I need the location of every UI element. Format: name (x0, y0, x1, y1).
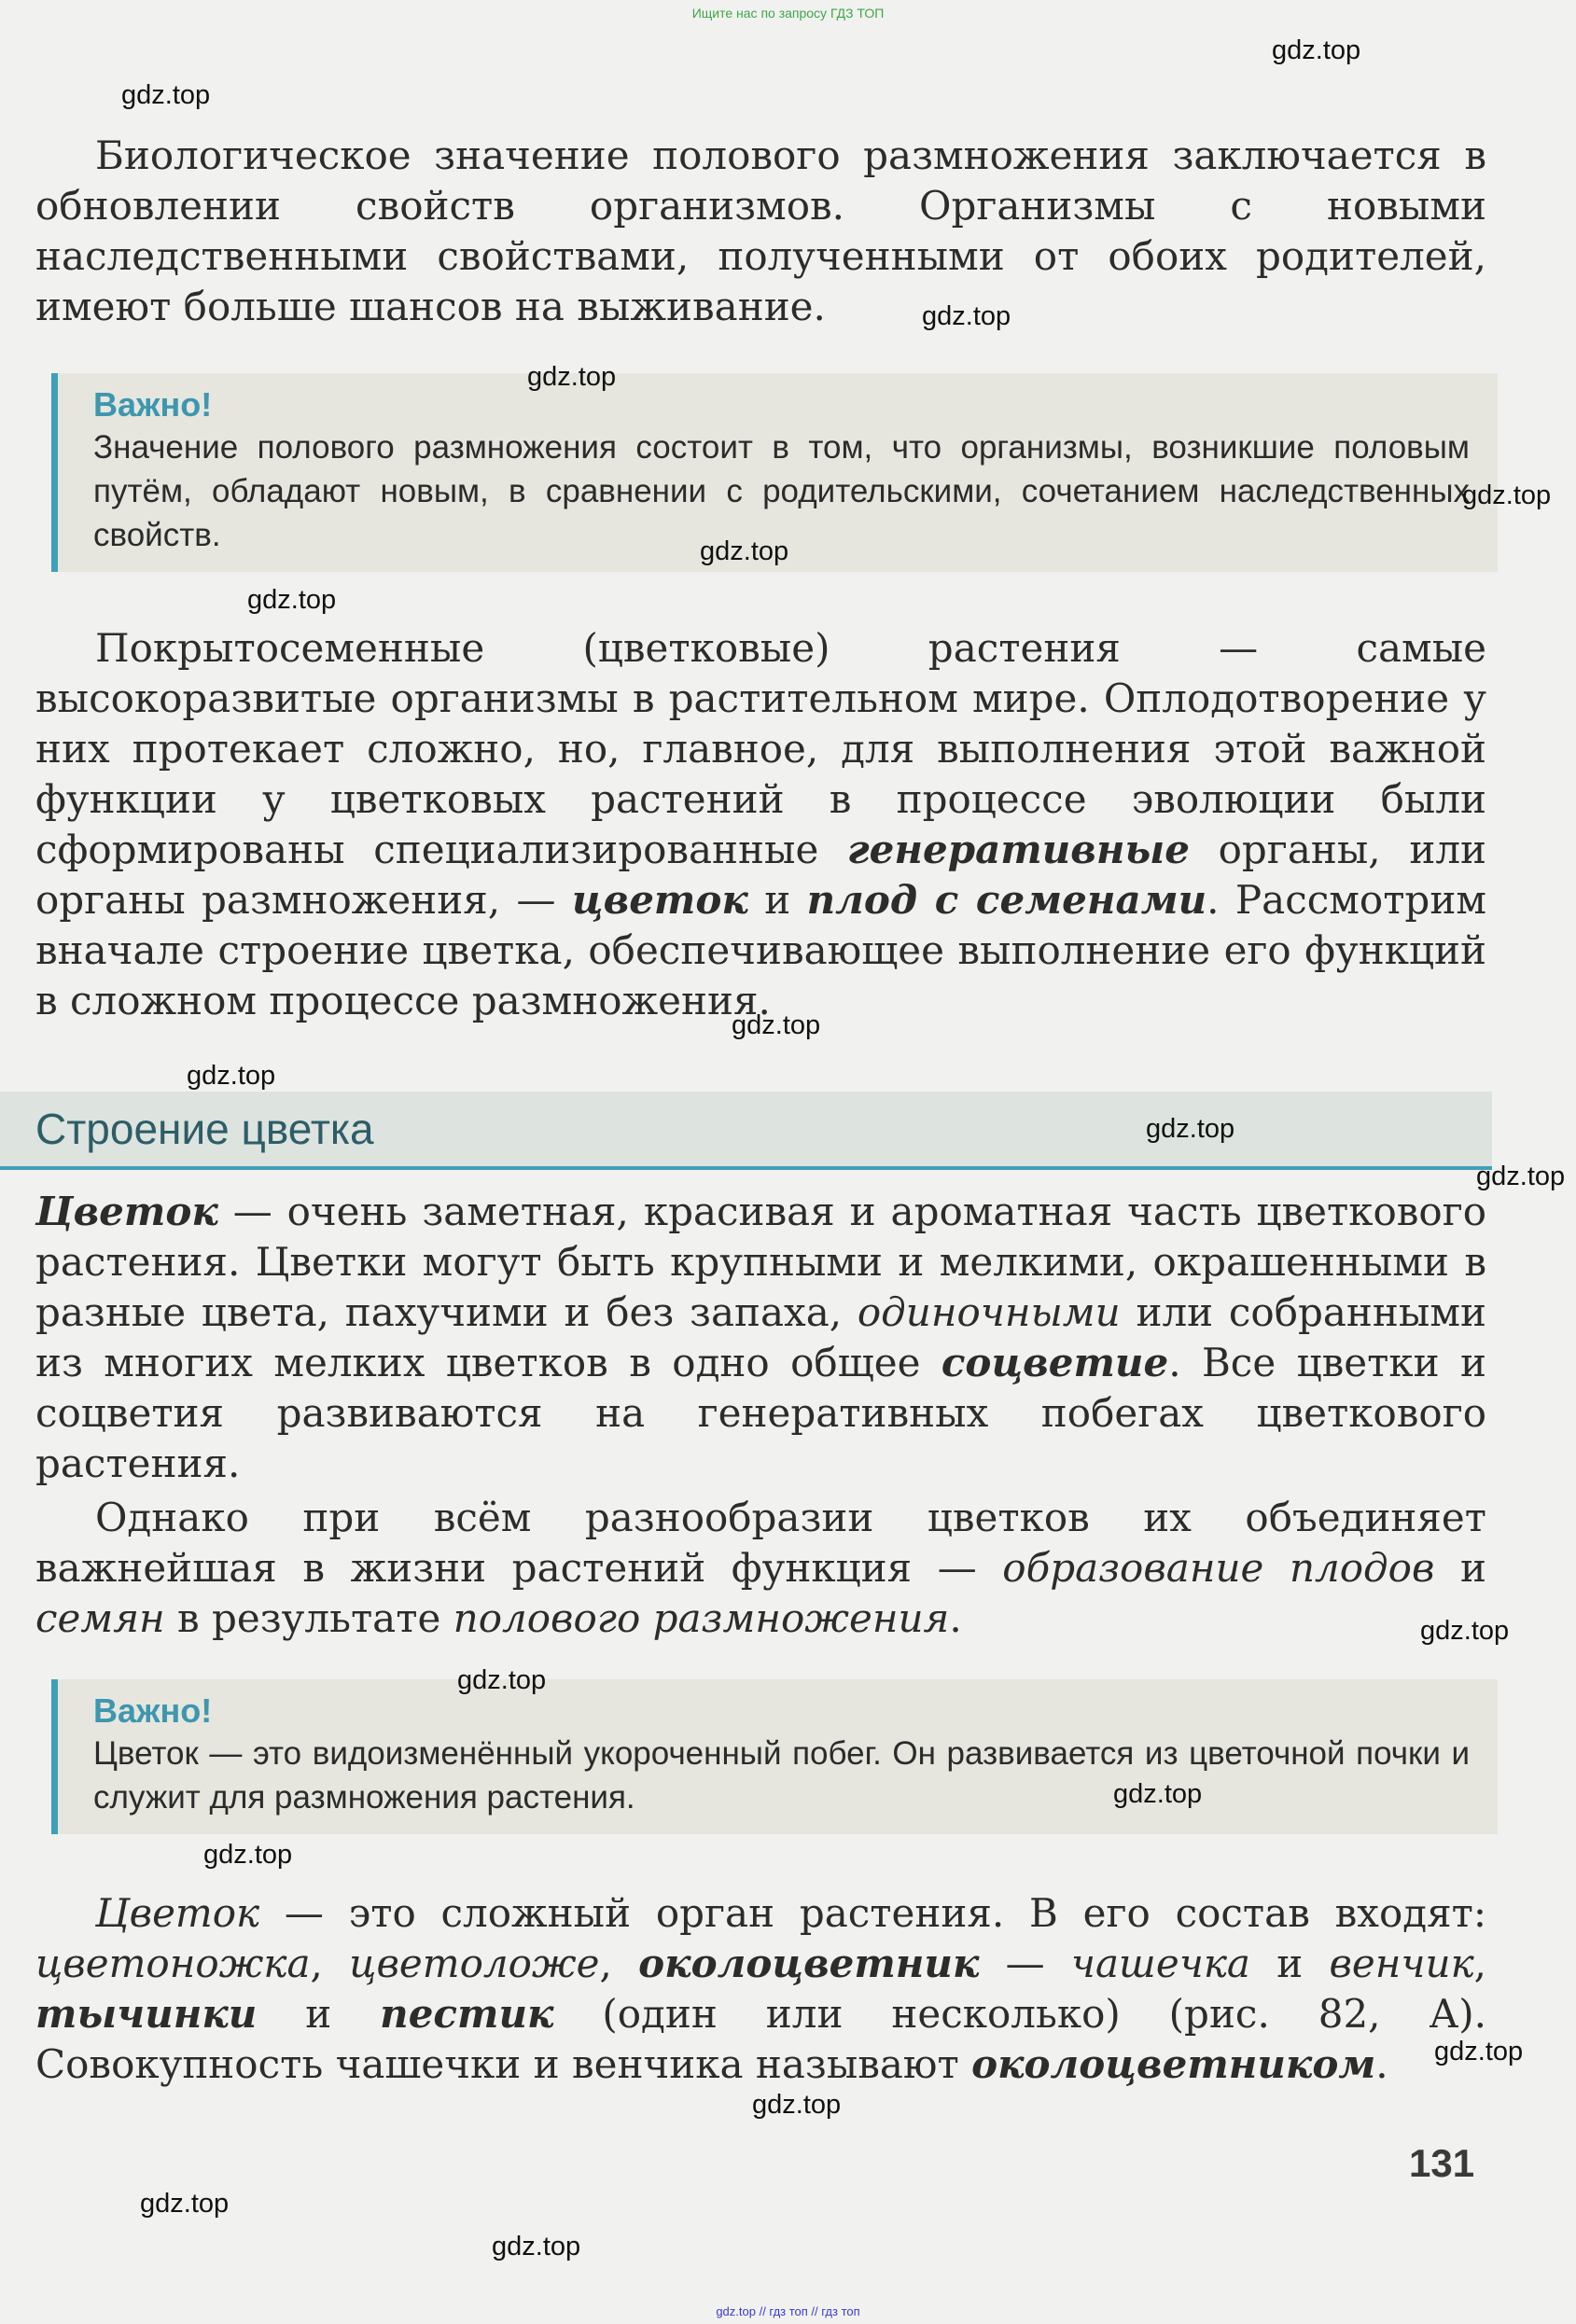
watermark: gdz.top (1272, 35, 1361, 65)
term-tsvetok: Цветок (35, 1189, 218, 1234)
term-corolla: венчик (1329, 1941, 1474, 1986)
term-flower: цветок (571, 877, 748, 923)
paragraph-1 (35, 131, 1486, 332)
term-pistil: пестик (380, 1991, 554, 2037)
watermark: gdz.top (527, 362, 617, 392)
paragraph-5 (35, 1888, 1486, 2090)
p5-italic-1: Цветок (95, 1890, 260, 1936)
term-sexual-reproduction: полового размножения (453, 1595, 950, 1641)
watermark: gdz.top (752, 2090, 842, 2120)
term-perianth-2: околоцветником (971, 2041, 1376, 2087)
paragraph-2 (35, 623, 1486, 1026)
term-calyx: чашечка (1070, 1941, 1250, 1986)
watermark: gdz.top (1113, 1779, 1203, 1809)
p2-text-1: Покрытосеменные (цветковые) растения — самые высокоразвитые организмы в растительном мире. Оплодотворение у них протекает сложно, но, главное, для выполнения этой важной функции у цветковых растений в процессе эволюции были сформированы специализированные (35, 625, 1486, 872)
paragraph-4 (35, 1493, 1486, 1644)
paragraph-1-text: Биологическое значение полового размножения заключается в обновлении свойств организмов. Организмы с новыми наследственными свойствами, полученными от обоих родителей, имеют больше шансов на выживание. (35, 132, 1486, 329)
p2-text-3: и (747, 877, 807, 923)
watermark: gdz.top (121, 80, 211, 110)
p5-text-7: и (257, 1991, 381, 2037)
p4-text-3: в результате (164, 1595, 453, 1641)
p2-text-2: органы, или органы размножения, — (35, 827, 1486, 923)
p3-text-1: — очень заметная, красивая и ароматная часть цветкового растения. Цветки могут быть крупными и мелкими, окрашенными в разные цвета, пахучими и без запаха, (35, 1189, 1486, 1335)
term-single: одиночными (857, 1289, 1121, 1335)
watermark: gdz.top (140, 2189, 230, 2219)
term-receptacle: цветоложе (349, 1941, 600, 1986)
top-banner: Ищите нас по запросу ГДЗ ТОП (691, 6, 885, 21)
watermark: gdz.top (1434, 2037, 1524, 2067)
term-seeds: семян (35, 1595, 165, 1641)
watermark: gdz.top (1462, 480, 1552, 510)
term-pedicel: цветоножка (35, 1941, 311, 1986)
p5-text-8: (один или несколько) (рис. 82, А). Совокупность чашечки и венчика называют (35, 1991, 1486, 2087)
p4-text-4: . (949, 1595, 962, 1641)
p5-text-1: — это сложный орган растения. В его состав входят: (259, 1890, 1486, 1936)
bottom-banner: gdz.top // гдз топ // гдз топ (716, 2304, 860, 2318)
watermark: gdz.top (203, 1840, 293, 1870)
p4-text-2: и (1434, 1545, 1487, 1591)
term-fruit-formation: образование плодов (1002, 1545, 1435, 1591)
p5-text-2: , (310, 1941, 350, 1986)
term-perianth: околоцветник (638, 1941, 980, 1986)
note-2-text: Цветок — это видоизменённый укороченный побег. Он развивается из цветочной почки и служит для размножения растения. (93, 1735, 1470, 1816)
watermark: gdz.top (1476, 1162, 1566, 1191)
term-inflorescence: соцветие (941, 1340, 1169, 1385)
watermark: gdz.top (457, 1665, 547, 1695)
note-1-title: Важно! (93, 385, 213, 424)
p4-text-1: Однако при всём разнообразии цветков их объединяет важнейшая в жизни растений функция — (35, 1495, 1486, 1591)
watermark: gdz.top (732, 1010, 821, 1040)
paragraph-3-text (35, 1187, 1486, 1489)
p5-text-5: и (1249, 1941, 1330, 1986)
watermark: gdz.top (922, 301, 1011, 331)
watermark: gdz.top (1146, 1114, 1235, 1144)
page-number: 131 (1409, 2141, 1475, 2185)
term-stamens: тычинки (35, 1991, 258, 2037)
p3-text-3: . Все цветки и соцветия развиваются на генеративных побегах цветкового растения. (35, 1340, 1486, 1486)
watermark: gdz.top (492, 2232, 581, 2261)
note-2-title: Важно! (93, 1691, 213, 1730)
important-note-2 (51, 1679, 1498, 1834)
p2-text-4: . Рассмотрим вначале строение цветка, обеспечивающее выполнение его функций в сложном процессе размножения. (35, 877, 1486, 1023)
p5-text-4: — (979, 1941, 1071, 1986)
paragraph-5-text (35, 1888, 1486, 2090)
p5-text-9: . (1375, 2041, 1388, 2087)
p5-text-6: , (1473, 1941, 1487, 1986)
watermark: gdz.top (1420, 1616, 1510, 1646)
heading-rule (0, 1166, 1492, 1170)
section-heading: Строение цветка (0, 1092, 1492, 1166)
paragraph-4-text (35, 1493, 1486, 1644)
watermark: gdz.top (700, 536, 789, 566)
term-generative: генеративные (847, 827, 1190, 872)
p3-text-2: или собранными из многих мелких цветков в одно общее (35, 1289, 1486, 1385)
term-fruit-with-seeds: плод с семенами (806, 877, 1207, 923)
watermark: gdz.top (187, 1061, 276, 1091)
note-1-text: Значение полового размножения состоит в том, что организмы, возникшие половым путём, обладают новым, в сравнении с родительскими, сочетанием наследственных свойств. (93, 429, 1470, 553)
paragraph-3 (35, 1187, 1486, 1489)
paragraph-2-text (35, 623, 1486, 1026)
p5-text-3: , (599, 1941, 639, 1986)
watermark: gdz.top (247, 585, 337, 615)
